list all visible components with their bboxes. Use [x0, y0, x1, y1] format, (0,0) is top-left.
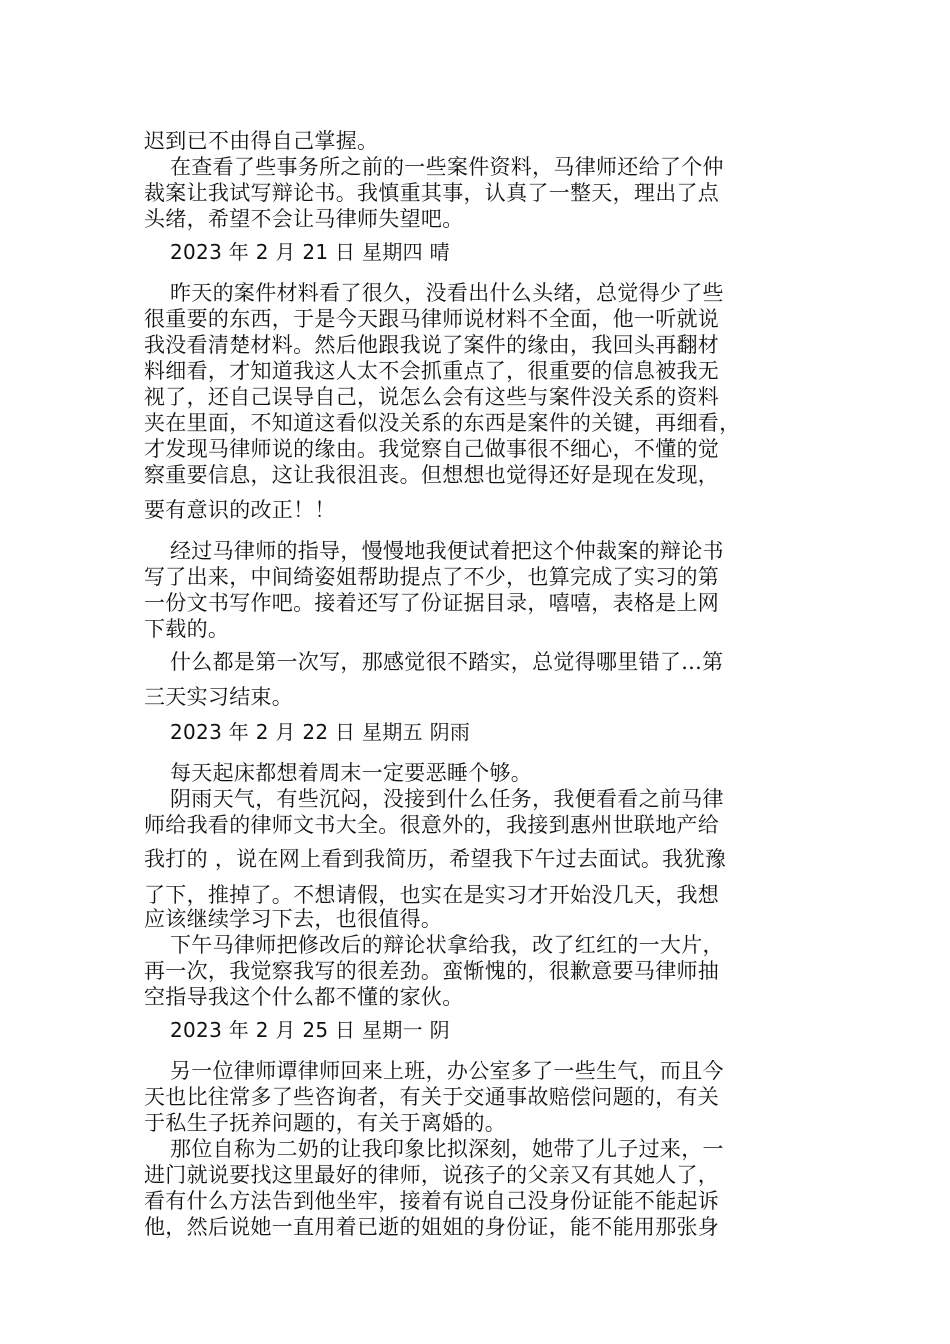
text-line: 下载的。 [144, 617, 230, 641]
text-line: 经过马律师的指导，慢慢地我便试着把这个仲裁案的辩论书 [170, 539, 724, 563]
text-line: 迟到已不由得自己掌握。 [144, 129, 379, 153]
text-line: 进门就说要找这里最好的律师，说孩子的父亲又有其她人了， [144, 1163, 720, 1187]
text-line: 师给我看的律师文书大全。很意外的，我接到惠州世联地产给 [144, 813, 720, 837]
text-line: 三天实习结束。 [144, 685, 294, 709]
text-line: 夹在里面，不知道这看似没关系的东西是案件的关键，再细看， [144, 411, 741, 435]
text-line: 空指导我这个什么都不懂的家伙。 [144, 985, 464, 1009]
text-line: 我打的 ，说在网上看到我简历，希望我下午过去面试。我犹豫 [144, 847, 727, 871]
text-line: 裁案让我试写辩论书。我慎重其事，认真了一整天，理出了点 [144, 181, 720, 205]
text-line: 很重要的东西，于是今天跟马律师说材料不全面，他一听就说 [144, 307, 720, 331]
text-line: 头绪，希望不会让马律师失望吧。 [144, 207, 464, 231]
text-line: 那位自称为二奶的让我印象比拟深刻，她带了儿子过来，一 [170, 1137, 724, 1161]
text-line: 天也比往常多了些咨询者，有关于交通事故赔偿问题的，有关 [144, 1085, 720, 1109]
text-line: 下午马律师把修改后的辩论状拿给我，改了红红的一大片， [170, 933, 724, 957]
text-line: 在查看了些事务所之前的一些案件资料，马律师还给了个仲 [170, 155, 724, 179]
text-line: 我没看清楚材料。然后他跟我说了案件的缘由，我回头再翻材 [144, 333, 720, 357]
text-line: 于私生子抚养问题的，有关于离婚的。 [144, 1111, 507, 1135]
text-line: 应该继续学习下去，也很值得。 [144, 907, 443, 931]
text-line: 视了，还自己误导自己，说怎么会有这些与案件没关系的资料 [144, 385, 720, 409]
text-line: 料细看，才知道我这人太不会抓重点了，很重要的信息被我无 [144, 359, 720, 383]
text-line: 什么都是第一次写，那感觉很不踏实，总觉得哪里错了...第 [170, 650, 724, 674]
date-heading: 2023 年 2 月 21 日 星期四 晴 [170, 240, 450, 264]
text-line: 昨天的案件材料看了很久，没看出什么头绪，总觉得少了些 [170, 281, 724, 305]
text-line: 另一位律师谭律师回来上班，办公室多了一些生气，而且今 [170, 1059, 724, 1083]
date-heading: 2023 年 2 月 22 日 星期五 阴雨 [170, 720, 471, 744]
text-line: 才发现马律师说的缘由。我觉察自己做事很不细心，不懂的觉 [144, 437, 720, 461]
text-line: 再一次，我觉察我写的很差劲。蛮惭愧的，很歉意要马律师抽 [144, 959, 720, 983]
text-line: 要有意识的改正！！ [144, 498, 336, 522]
text-line: 每天起床都想着周末一定要恶睡个够。 [170, 761, 533, 785]
text-line: 看有什么方法告到他坐牢，接着有说自己没身份证能不能起诉 [144, 1189, 720, 1213]
text-line: 写了出来，中间绮姿姐帮助提点了不少，也算完成了实习的第 [144, 565, 720, 589]
text-line: 一份文书写作吧。接着还写了份证据目录，嘻嘻，表格是上网 [144, 591, 720, 615]
date-heading: 2023 年 2 月 25 日 星期一 阴 [170, 1018, 450, 1042]
text-line: 他，然后说她一直用着已逝的姐姐的身份证，能不能用那张身 [144, 1215, 720, 1239]
text-line: 阴雨天气，有些沉闷，没接到什么任务，我便看看之前马律 [170, 787, 724, 811]
text-line: 察重要信息，这让我很沮丧。但想想也觉得还好是现在发现， [144, 463, 720, 487]
text-line: 了下，推掉了。不想请假，也实在是实习才开始没几天，我想 [144, 883, 720, 907]
